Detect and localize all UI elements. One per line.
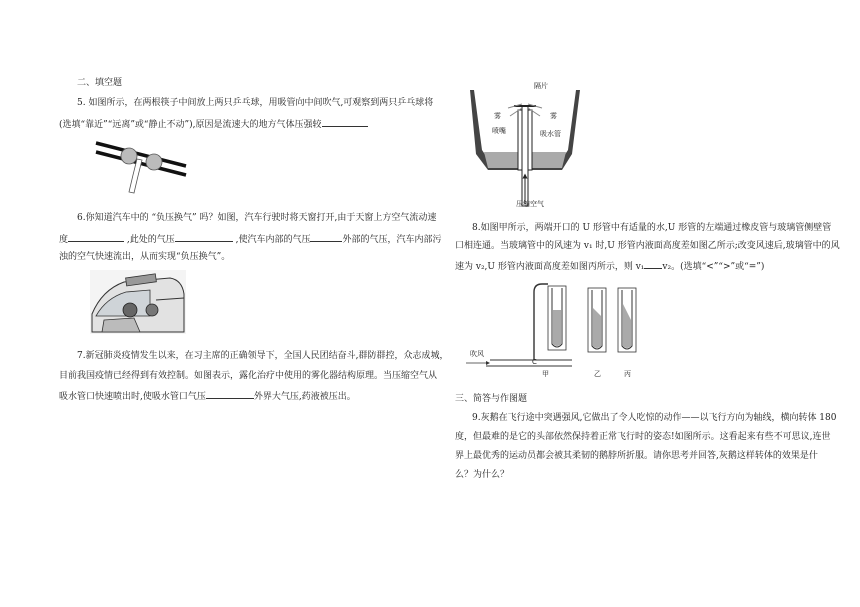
q7-line3-text-a: 吸水管口快速喷出时,使吸水管口气压 <box>59 392 206 402</box>
q9-line1: 9.灰鹅在飞行途中突遇强风,它做出了令人吃惊的动作——以飞行方向为轴线，横向转体 180 <box>472 413 837 423</box>
pingpong-ball-right <box>146 154 162 170</box>
q6-blank-speed[interactable] <box>68 232 124 242</box>
u-tube-bing <box>618 288 636 352</box>
q5-line2 <box>59 117 368 131</box>
label-bing: 丙 <box>624 370 631 378</box>
label-mist-left: 雾 <box>494 112 501 120</box>
q6-line2 <box>59 232 442 246</box>
q8-line3-text-a: 速为 v₂,U 形管内液面高度差如图丙所示，则 v₁ <box>455 262 645 272</box>
q6-figure-car-sunroof <box>90 270 186 334</box>
q5-line2-text: (选填“靠近”“远离”或“静止不动”),原因是流速大的地方气体压强较 <box>59 120 322 130</box>
section-heading-short-answer: 三、简答与作图题 <box>455 394 528 404</box>
label-wind: 吹风 <box>470 350 484 358</box>
q7-answer-blank[interactable] <box>206 389 254 399</box>
q6-blank-pressure[interactable] <box>175 232 233 242</box>
q6-line2-text-a: 度 <box>59 235 69 245</box>
q6-line2-text-d: 外部的气压，汽车内部污 <box>342 235 442 245</box>
q6-line3: 浊的空气快速流出，从而实现“负压换气”。 <box>59 252 231 262</box>
label-suction-tube: 吸水管 <box>540 130 561 138</box>
q9-line3: 界上最优秀的运动员都会被其柔韧的鹅脖所折服。请你思考并回答,灰鹅这样转体的效果是什 <box>455 451 818 461</box>
q5-figure-chopsticks <box>92 138 192 196</box>
q8-answer-blank[interactable] <box>644 259 662 269</box>
q7-line2: 目前我国疫情已经得到有效控制。如图表示，露化治疗中使用的雾化器结构原理。当压缩空气从 <box>59 371 438 381</box>
q7-line1: 7.新冠肺炎疫情发生以来，在习主席的正确领导下，全国人民团结奋斗,群防群控，众志成城， <box>77 351 449 361</box>
q6-blank-compare[interactable] <box>310 232 342 242</box>
label-compressed-air: 压缩空气 <box>516 200 544 208</box>
label-c: C <box>532 358 537 366</box>
q9-line4: 么？为什么？ <box>455 470 510 480</box>
q9-line2: 度，但最难的是它的头部依然保持着正常飞行时的姿态!如图所示。这看起来有些不可思议,连世 <box>455 432 831 442</box>
label-partition: 隔片 <box>534 82 548 90</box>
q8-line3 <box>455 259 764 273</box>
q6-line1: 6.你知道汽车中的 “负压换气” 吗？如图，汽车行驶时将天窗打开,由于天窗上方空气流动速 <box>77 213 437 223</box>
q7-figure-atomizer <box>470 80 580 208</box>
q7-line3 <box>59 389 356 403</box>
label-yi: 乙 <box>594 370 601 378</box>
label-mist-right: 雾 <box>550 112 557 120</box>
q6-line2-text-c: ,使汽车内部的气压 <box>232 235 311 245</box>
q8-line3-text-b: v₂。(选填“<”“>”或“=”) <box>662 262 765 272</box>
label-nozzle: 喷嘴 <box>492 127 506 135</box>
q6-line2-text-b: ,此处的气压 <box>124 235 175 245</box>
section-heading-fill-in: 二、填空题 <box>77 78 123 88</box>
q8-line2: 口相连通。当玻璃管中的风速为 v₁ 时,U 形管内液面高度差如图乙所示;改变风速后,玻璃管中的风 <box>455 241 840 251</box>
q8-figure-u-tubes <box>466 280 656 380</box>
q5-line1: 5. 如图所示，在两根筷子中间放上两只乒乓球，用吸管向中间吹气,可观察到两只乒乓球将 <box>77 98 434 108</box>
q7-line3-text-b: 外界大气压,药液被压出。 <box>253 392 356 402</box>
pingpong-ball-left <box>121 148 137 164</box>
q8-line1: 8.如图甲所示，两端开口的 U 形管中有适量的水,U 形管的左端通过橡皮管与玻璃管侧壁管 <box>472 223 832 233</box>
q5-answer-blank[interactable] <box>322 117 368 127</box>
u-tube-yi <box>588 288 606 352</box>
label-jia: 甲 <box>542 370 549 378</box>
u-tube-jia <box>548 286 566 350</box>
